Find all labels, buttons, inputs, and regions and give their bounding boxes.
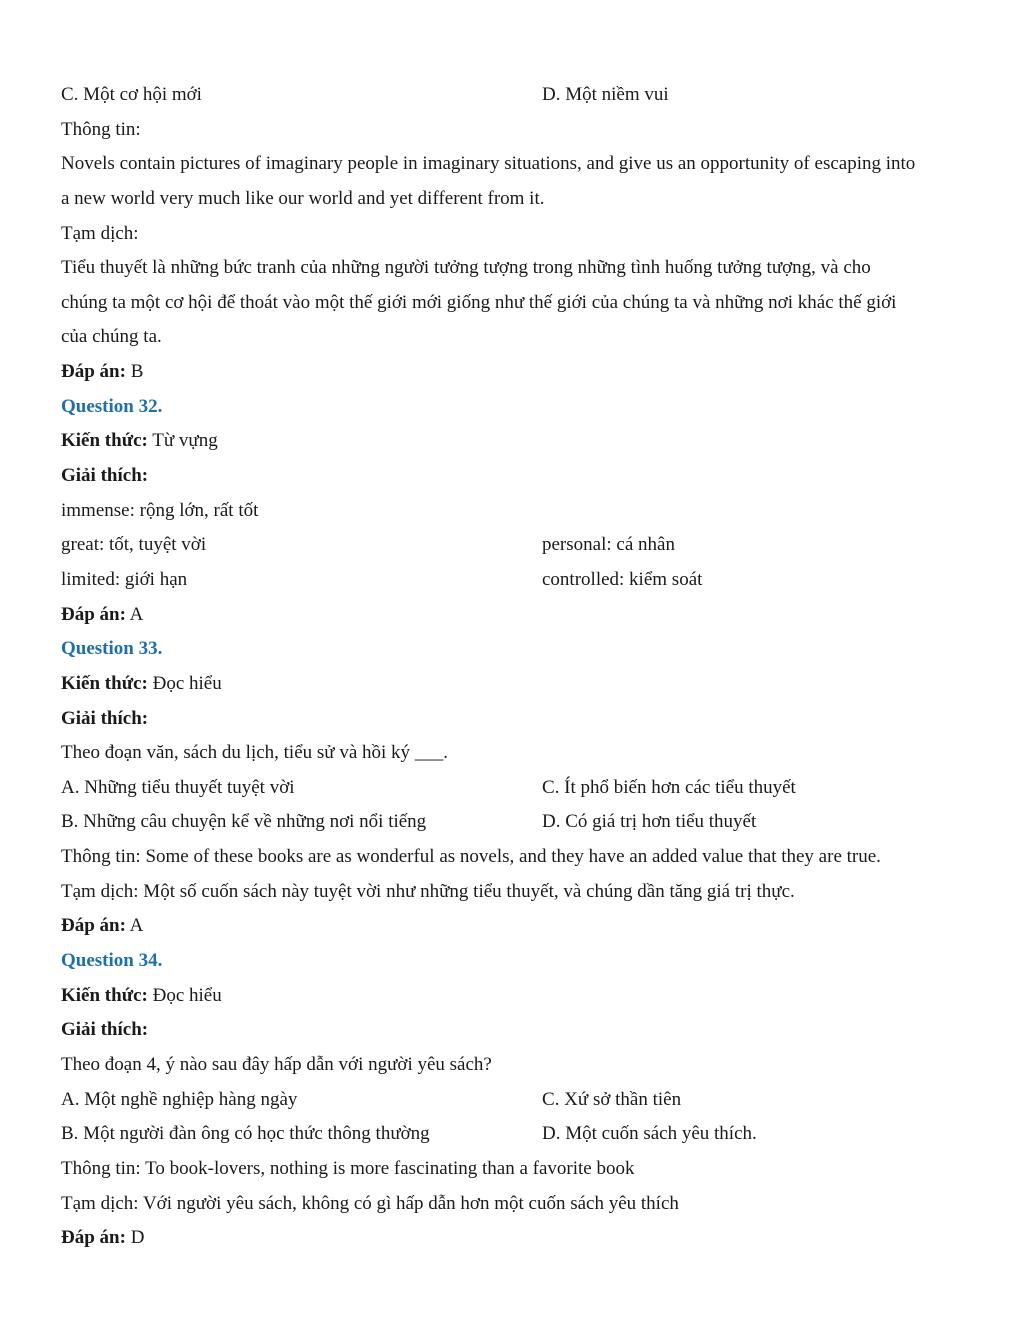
q32-option: controlled: kiểm soát [542, 568, 703, 590]
q31-translation-line: Tiểu thuyết là những bức tranh của những người tưởng tượng trong những tình huống tưởng tượng, và cho [61, 257, 871, 279]
answer-label: Đáp án: [61, 915, 126, 937]
q32-answer [61, 598, 971, 633]
q34-options-row1 [61, 1083, 971, 1118]
q34-info: Thông tin: To book-lovers, nothing is more fascinating than a favorite book [61, 1157, 635, 1179]
q31-answer [61, 355, 971, 390]
q33-option-d: D. Có giá trị hơn tiểu thuyết [542, 811, 757, 833]
q33-answer [61, 909, 971, 944]
q34-translation: Tạm dịch: Với người yêu sách, không có gì hấp dẫn hơn một cuốn sách yêu thích [61, 1192, 679, 1214]
answer-label: Đáp án: [61, 1227, 126, 1249]
q33-question: Theo đoạn văn, sách du lịch, tiểu sử và hồi ký ___. [61, 742, 449, 764]
knowledge-label: Kiến thức: [61, 430, 148, 452]
q31-info-line: Novels contain pictures of imaginary people in imaginary situations, and give us an opportunity of escaping into [61, 153, 916, 175]
q31-info-label: Thông tin: [61, 118, 141, 140]
knowledge-label: Kiến thức: [61, 984, 148, 1006]
q33-options-row2 [61, 805, 971, 840]
q31-info-line: a new world very much like our world and yet different from it. [61, 187, 545, 209]
q32-option: personal: cá nhân [542, 534, 675, 556]
q32-explain-label: Giải thích: [61, 465, 149, 487]
knowledge-value: Đọc hiểu [147, 672, 222, 694]
knowledge-label: Kiến thức: [61, 672, 148, 694]
q31-translation-line: của chúng ta. [61, 326, 162, 348]
q33-info: Thông tin: Some of these books are as wonderful as novels, and they have an added value that they are true. [61, 846, 881, 868]
question-heading: Question 34. [61, 950, 163, 972]
q34-question: Theo đoạn 4, ý nào sau đây hấp dẫn với người yêu sách? [61, 1053, 492, 1075]
q34-option-c: C. Xứ sở thần tiên [542, 1088, 682, 1110]
q32-options-row1 [61, 528, 971, 563]
q32-option: limited: giới hạn [61, 568, 188, 590]
answer-value: A [125, 915, 144, 937]
q34-explain-label: Giải thích: [61, 1019, 149, 1041]
q34-option-b: B. Một người đàn ông có học thức thông thường [61, 1123, 430, 1145]
q33-options-row1 [61, 771, 971, 806]
document-page [61, 78, 971, 1256]
q31-option-d: D. Một niềm vui [542, 84, 669, 105]
knowledge-value: Đọc hiểu [147, 984, 222, 1006]
knowledge-value: Từ vựng [147, 430, 218, 452]
q33-option-b: B. Những câu chuyện kể về những nơi nổi tiếng [61, 811, 427, 833]
q32-options-row2 [61, 563, 971, 598]
question-heading: Question 33. [61, 638, 163, 660]
answer-value: D [125, 1227, 145, 1249]
answer-label: Đáp án: [61, 603, 126, 625]
q31-translation-line: chúng ta một cơ hội để thoát vào một thế giới mới giống như thế giới của chúng ta và những nơi khác thế giới [61, 291, 897, 313]
q32-knowledge [61, 424, 971, 459]
q33-knowledge [61, 667, 971, 702]
q34-answer [61, 1221, 971, 1256]
q34-option-a: A. Một nghề nghiệp hàng ngày [61, 1088, 298, 1110]
q32-option: great: tốt, tuyệt vời [61, 534, 207, 556]
answer-value: B [125, 361, 144, 383]
q31-translation-label: Tạm dịch: [61, 222, 139, 244]
question-heading: Question 32. [61, 395, 163, 417]
q31-option-c: C. Một cơ hội mới [61, 84, 202, 105]
answer-value: A [125, 603, 144, 625]
q33-translation: Tạm dịch: Một số cuốn sách này tuyệt vời như những tiểu thuyết, và chúng dần tăng giá trị thực. [61, 880, 795, 902]
q32-explain-line: immense: rộng lớn, rất tốt [61, 499, 259, 521]
answer-label: Đáp án: [61, 361, 126, 383]
q33-option-a: A. Những tiểu thuyết tuyệt vời [61, 776, 295, 798]
q31-options-cd [61, 78, 971, 113]
q34-knowledge [61, 979, 971, 1014]
q34-options-row2 [61, 1117, 971, 1152]
q34-option-d: D. Một cuốn sách yêu thích. [542, 1123, 757, 1145]
q33-option-c: C. Ít phổ biến hơn các tiểu thuyết [542, 776, 796, 798]
q33-explain-label: Giải thích: [61, 707, 149, 729]
